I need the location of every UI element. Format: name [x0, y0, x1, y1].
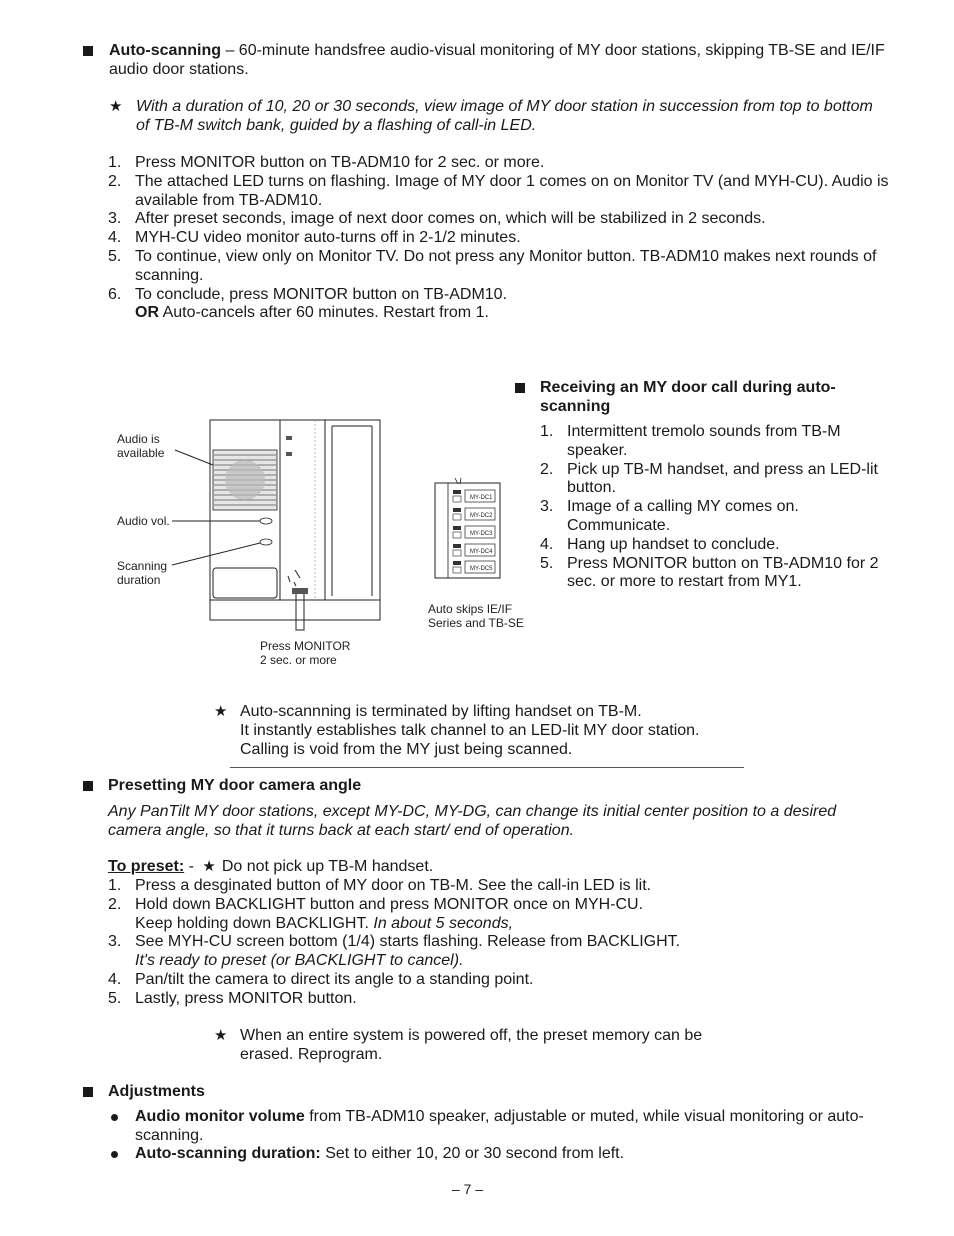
list-item: 6. To conclude, press MONITOR button on TB-ADM10. OR Auto-cancels after 60 minutes. Restart from 1. [108, 285, 508, 322]
svg-text:MY-DC1: MY-DC1 [470, 495, 493, 501]
list-item: 5. Press MONITOR button on TB-ADM10 for 2 sec. or more to restart from MY1. [540, 554, 879, 591]
section-bullet [83, 1087, 93, 1097]
bullet-dot [111, 1114, 118, 1121]
section-bullet [83, 781, 93, 791]
adjustments-heading: Adjustments [108, 1083, 205, 1100]
list-item: 5. To continue, view only on Monitor TV. Do not press any Monitor button. TB-ADM10 makes next rounds of scanning. [108, 247, 877, 284]
audio-vol-label: Audio vol. [117, 514, 170, 528]
auto-scanning-intro [109, 42, 899, 80]
star-icon: ★ [214, 1027, 228, 1044]
list-item: 4. Pan/tilt the camera to direct its angle to a standing point. [108, 970, 534, 988]
or-label: OR [135, 304, 159, 322]
preset-steps [108, 877, 888, 1009]
auto-scanning-heading: Auto-scanning [109, 42, 221, 59]
tb-adm10-diagram [110, 410, 530, 675]
receiving-steps [540, 423, 880, 592]
to-preset-line: To preset: - ★ Do not pick up TB-M handset. [108, 858, 434, 875]
power-note: When an entire system is powered off, the preset memory can be erased. Reprogram. [240, 1027, 703, 1063]
section-bullet [83, 46, 93, 56]
volume-knob [260, 518, 272, 524]
scanning-duration-label: Scanning [117, 559, 168, 573]
to-preset-label: To preset: [108, 858, 185, 875]
star-icon: ★ [202, 858, 216, 875]
star-icon: ★ [214, 703, 228, 720]
receiving-heading: Receiving an MY door call during auto-scanning [540, 379, 836, 415]
list-item: 2. Hold down BACKLIGHT button and press MONITOR once on MYH-CU. Keep holding down BACKLIGHT. In about 5 seconds, [108, 895, 644, 932]
auto-scanning-description: – 60-minute handsfree audio-visual monitoring of MY door stations, skipping TB-SE and IE/IF audio door stations. [109, 42, 885, 78]
svg-text:2 sec. or more: 2 sec. or more [260, 653, 337, 667]
adjustment-item-volume: Audio monitor volume from TB-ADM10 speaker, adjustable or muted, while visual monitoring or auto-scanning. [135, 1108, 864, 1144]
svg-text:MY-DC5: MY-DC5 [470, 566, 493, 572]
list-item: 1. Intermittent tremolo sounds from TB-M speaker. [540, 423, 841, 459]
svg-text:Series and TB-SE: Series and TB-SE [428, 616, 524, 630]
auto-skips-label: Auto skips IE/IF [428, 602, 513, 616]
list-item: 2. Pick up TB-M handset, and press an LED-lit button. [540, 460, 878, 497]
svg-text:duration: duration [117, 573, 161, 587]
svg-text:MY-DC3: MY-DC3 [470, 531, 493, 537]
audio-available-label: Audio is [117, 432, 160, 446]
svg-text:MY-DC4: MY-DC4 [470, 549, 493, 555]
presetting-heading: Presetting MY door camera angle [108, 777, 362, 794]
list-item: 5. Lastly, press MONITOR button. [108, 989, 357, 1007]
termination-note: Auto-scannning is terminated by lifting handset on TB-M. It instantly establishes talk channel to an LED-lit MY door station. Calling is void from the MY just being scanned. [240, 703, 700, 758]
list-item: 4. MYH-CU video monitor auto-turns off in 2-1/2 minutes. [108, 229, 521, 247]
svg-text:MY-DC2: MY-DC2 [470, 513, 493, 519]
list-item: 4. Hang up handset to conclude. [540, 535, 780, 553]
press-monitor-label: Press MONITOR [260, 639, 351, 653]
list-item: 3. After preset seconds, image of next door comes on, which will be stabilized in 2 seconds. [108, 210, 766, 228]
star-icon: ★ [109, 98, 123, 115]
list-item: 1. Press a desginated button of MY door on TB-M. See the call-in LED is lit. [108, 877, 652, 894]
auto-scanning-steps [108, 154, 898, 323]
presetting-intro: Any PanTilt MY door stations, except MY-DC, MY-DG, can change its initial center position to a desired camera angle, so that it turns back at each start/ end of operation. [108, 803, 837, 839]
bullet-dot [111, 1151, 118, 1158]
list-item: 3. See MYH-CU screen bottom (1/4) starts flashing. Release from BACKLIGHT. It's ready to preset (or BACKLIGHT to cancel). [108, 933, 681, 970]
auto-scanning-note: With a duration of 10, 20 or 30 seconds, view image of MY door station in succession from top to bottom of TB-M switch bank, guided by a flashing of call-in LED. [136, 98, 873, 134]
switch-buttons [453, 490, 495, 573]
page-number: – 7 – [452, 1181, 484, 1197]
adjustment-item-duration: Auto-scanning duration: Set to either 10, 20 or 30 second from left. [135, 1145, 625, 1162]
monitor-button [292, 588, 308, 594]
list-item: 1. Press MONITOR button on TB-ADM10 for 2 sec. or more. [108, 154, 545, 171]
list-item: 3. Image of a calling MY comes on. Communicate. [540, 498, 799, 534]
list-item: 2. The attached LED turns on flashing. Image of MY door 1 comes on on Monitor TV (and MYH-CU). Audio is available from TB-ADM10. [108, 172, 889, 209]
svg-text:available: available [117, 446, 165, 460]
duration-knob [260, 539, 272, 545]
section-bullet [515, 383, 525, 393]
divider [230, 767, 744, 768]
